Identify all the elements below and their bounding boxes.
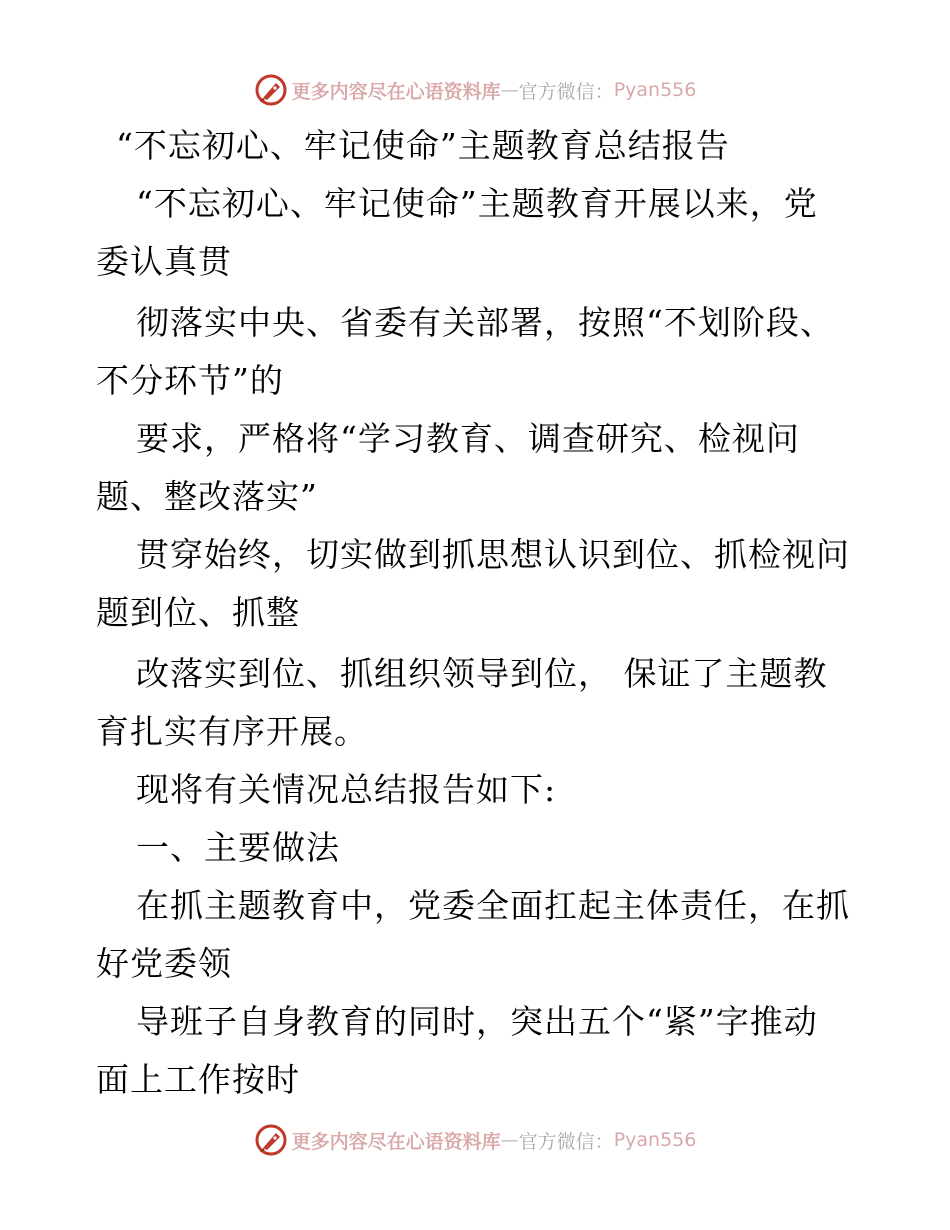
watermark-wechat-label: 官方微信： — [518, 80, 614, 103]
section-heading: 一、主要做法 — [136, 828, 340, 867]
watermark-site-name: 更多内容尽在心语资料库 — [291, 80, 501, 103]
paragraph-line: 彻落实中央、省委有关部署，按照“不划阶段、 — [136, 303, 834, 342]
paragraph-line: 不分环节”的 — [96, 361, 284, 400]
paragraph-line: 导班子自身教育的同时，突出五个“紧”字推动 — [136, 1002, 818, 1041]
pen-nib-logo-icon — [254, 73, 288, 107]
watermark-wechat-id: Pyan556 — [613, 1129, 697, 1151]
paragraph-line: 要求，严格将“学习教育、调查研究、检视问 — [136, 419, 800, 458]
paragraph-line: 贯穿始终，切实做到抓思想认识到位、抓检视问 — [136, 535, 850, 574]
watermark-banner-bottom — [0, 1120, 950, 1160]
paragraph-line: 委认真贯 — [96, 242, 232, 281]
pen-nib-logo-icon — [254, 1123, 288, 1157]
watermark-dash: — — [500, 1129, 519, 1151]
paragraph-line: 面上工作按时 — [96, 1060, 300, 1099]
paragraph-line: 现将有关情况总结报告如下: — [136, 770, 557, 809]
paragraph-line: 改落实到位、抓组织领导到位， 保证了主题教 — [136, 654, 828, 693]
paragraph-line: 育扎实有序开展。 — [96, 712, 368, 751]
watermark-wechat-id: Pyan556 — [613, 79, 697, 101]
watermark-banner-top — [0, 70, 950, 110]
paragraph-line: 好党委领 — [96, 944, 232, 983]
paragraph-line: 题到位、抓整 — [96, 593, 300, 632]
paragraph-line: “不忘初心、牢记使命”主题教育开展以来，党 — [136, 184, 818, 223]
document-title: “不忘初心、牢记使命”主题教育总结报告 — [116, 126, 730, 165]
paragraph-line: 在抓主题教育中，党委全面扛起主体责任，在抓 — [136, 886, 850, 925]
watermark-site-name: 更多内容尽在心语资料库 — [291, 1130, 501, 1153]
paragraph-line: 题、整改落实” — [96, 477, 318, 516]
watermark-wechat-label: 官方微信： — [518, 1130, 614, 1153]
watermark-dash: — — [500, 79, 519, 101]
